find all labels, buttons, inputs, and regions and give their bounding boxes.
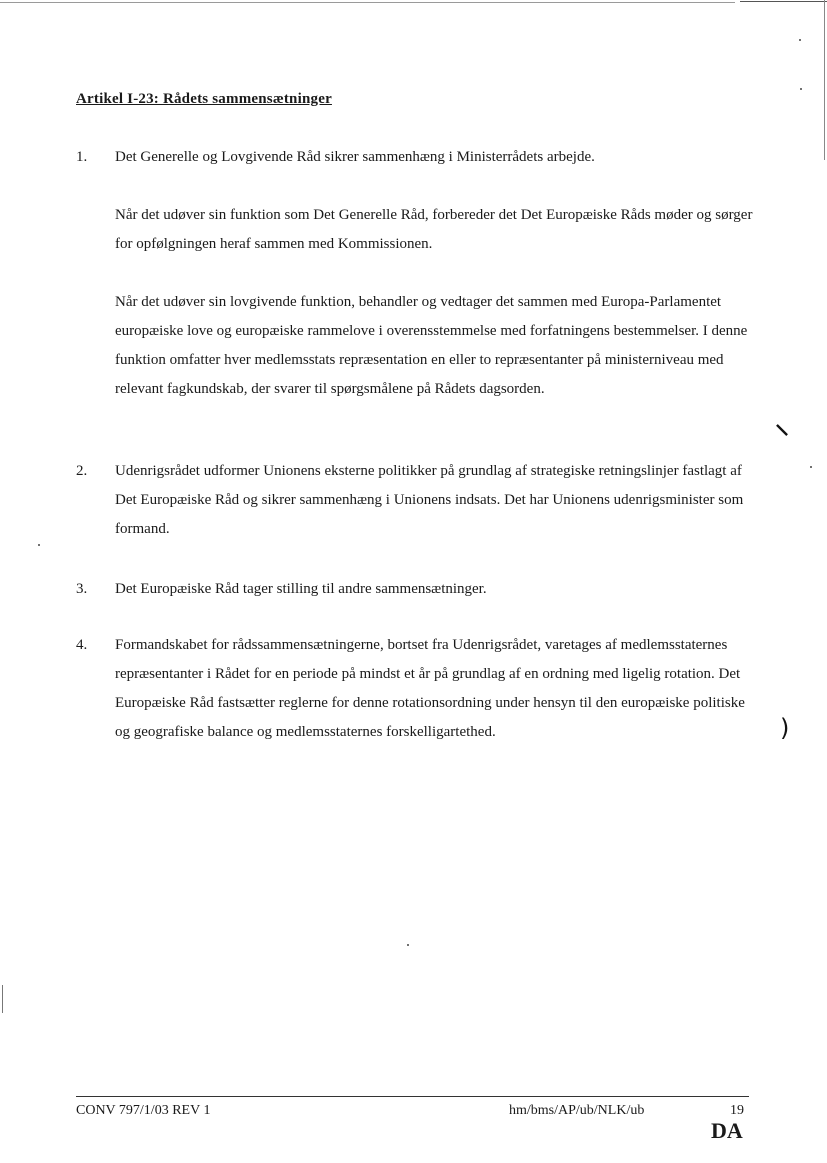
footer-rule	[76, 1096, 749, 1097]
punch-hole-mark: ⸜	[775, 407, 790, 440]
paragraph-body	[115, 575, 755, 604]
article-paragraph	[76, 457, 756, 544]
paragraph-text: Det Europæiske Råd tager stilling til andre sammensætninger.	[115, 581, 487, 597]
paragraph-body	[115, 143, 755, 404]
paragraph-text: Formandskabet for rådssammensætningerne, bortset fra Udenrigsrådet, varetages af medlemsstaternes repræsentanter i Rådet for en periode på mindst et år på grundlag af en ordning med ligelig rotation. Det Europæiske Råd fastsætter reglerne for denne rotationsordning under hensyn til den europæiske politiske og geografiske balance og medlemsstaternes forskelligartethed.	[115, 637, 745, 740]
scan-speck	[38, 544, 40, 546]
paragraph-number: 1.	[76, 149, 88, 165]
paragraph-number: 4.	[76, 637, 88, 653]
document-code: CONV 797/1/03 REV 1	[76, 1103, 211, 1118]
scan-edge-line	[2, 985, 3, 1013]
paragraph-text: Det Generelle og Lovgivende Råd sikrer sammenhæng i Ministerrådets arbejde.	[115, 149, 595, 165]
scan-speck	[810, 466, 812, 468]
punch-hole-mark: )	[780, 714, 790, 742]
paragraph-body	[115, 631, 755, 747]
scan-speck	[800, 88, 802, 90]
scan-speck	[799, 39, 801, 41]
scan-edge-line	[0, 2, 735, 3]
scan-speck	[407, 944, 409, 946]
paragraph-number: 3.	[76, 581, 88, 597]
article-paragraph	[76, 143, 756, 404]
article-title: Artikel I-23: Rådets sammensætninger	[76, 91, 332, 107]
scan-edge-line	[824, 0, 825, 160]
article-paragraph	[76, 575, 756, 604]
page-number: 19	[730, 1103, 744, 1118]
paragraph-body	[115, 457, 755, 544]
paragraph-text: Når det udøver sin funktion som Det Generelle Råd, forbereder det Det Europæiske Råds møder og sørger for opfølgningen heraf sammen med Kommissionen.	[115, 207, 753, 252]
document-reference: hm/bms/AP/ub/NLK/ub	[509, 1103, 645, 1118]
language-code: DA	[711, 1118, 743, 1143]
scan-edge-line	[740, 1, 827, 2]
paragraph-text: Udenrigsrådet udformer Unionens eksterne politikker på grundlag af strategiske retningslinjer fastlagt af Det Europæiske Råd og sikrer sammenhæng i Unionens indsats. Det har Unionens udenrigsminister som formand.	[115, 463, 744, 537]
paragraph-number: 2.	[76, 463, 88, 479]
paragraph-text: Når det udøver sin lovgivende funktion, behandler og vedtager det sammen med Europa-Parlamentet europæiske love og europæiske rammelove i overensstemmelse med forfatningens bestemmelser. I denne funktion omfatter hver medlemsstats repræsentation en eller to repræsentanter på ministerniveau med relevant fagkundskab, der svarer til spørgsmålene på Rådets dagsorden.	[115, 294, 748, 397]
article-paragraph	[76, 631, 756, 747]
